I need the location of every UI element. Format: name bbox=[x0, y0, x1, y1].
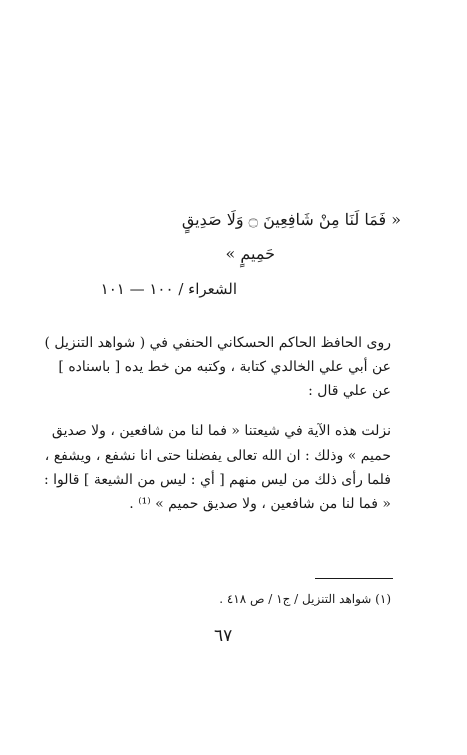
footnote-divider bbox=[315, 578, 393, 579]
footnote: (١) شواهد التنزيل / ج١ / ص ٤١٨ . bbox=[219, 592, 391, 606]
paragraph-2-line-2: حميم » وذلك : ان الله تعالى يفضلنا حتى انا نشفع ، ويشفع ، bbox=[44, 448, 391, 464]
verse-line-2: حَمِيمٍ » bbox=[225, 244, 275, 263]
paragraph-2-line-4: « فما لنا من شافعين ، ولا صديق حميم » ⁽¹⁾ . bbox=[129, 496, 391, 512]
paragraph-1-line-2: عن أبي علي الخالدي كتابة ، وكتبه من خط يده [ باسناده ] bbox=[58, 359, 391, 375]
page-number: ٦٧ bbox=[214, 626, 233, 646]
verse-line-1: « فَمَا لَنَا مِنْ شَافِعِينَ ۝ وَلَا صَدِيقٍ bbox=[181, 210, 401, 229]
verse-reference: الشعراء / ١٠٠ — ١٠١ bbox=[100, 280, 237, 298]
paragraph-2-line-1: نزلت هذه الآية في شيعتنا « فما لنا من شافعين ، ولا صديق bbox=[51, 423, 391, 439]
paragraph-1-line-1: روى الحافظ الحاكم الحسكاني الحنفي في ( شواهد التنزيل ) bbox=[44, 335, 391, 351]
paragraph-2-line-3: فلما رأى ذلك من ليس منهم [ أي : ليس من الشيعة ] قالوا : bbox=[43, 472, 391, 488]
paragraph-1-line-3: عن علي قال : bbox=[308, 383, 391, 399]
